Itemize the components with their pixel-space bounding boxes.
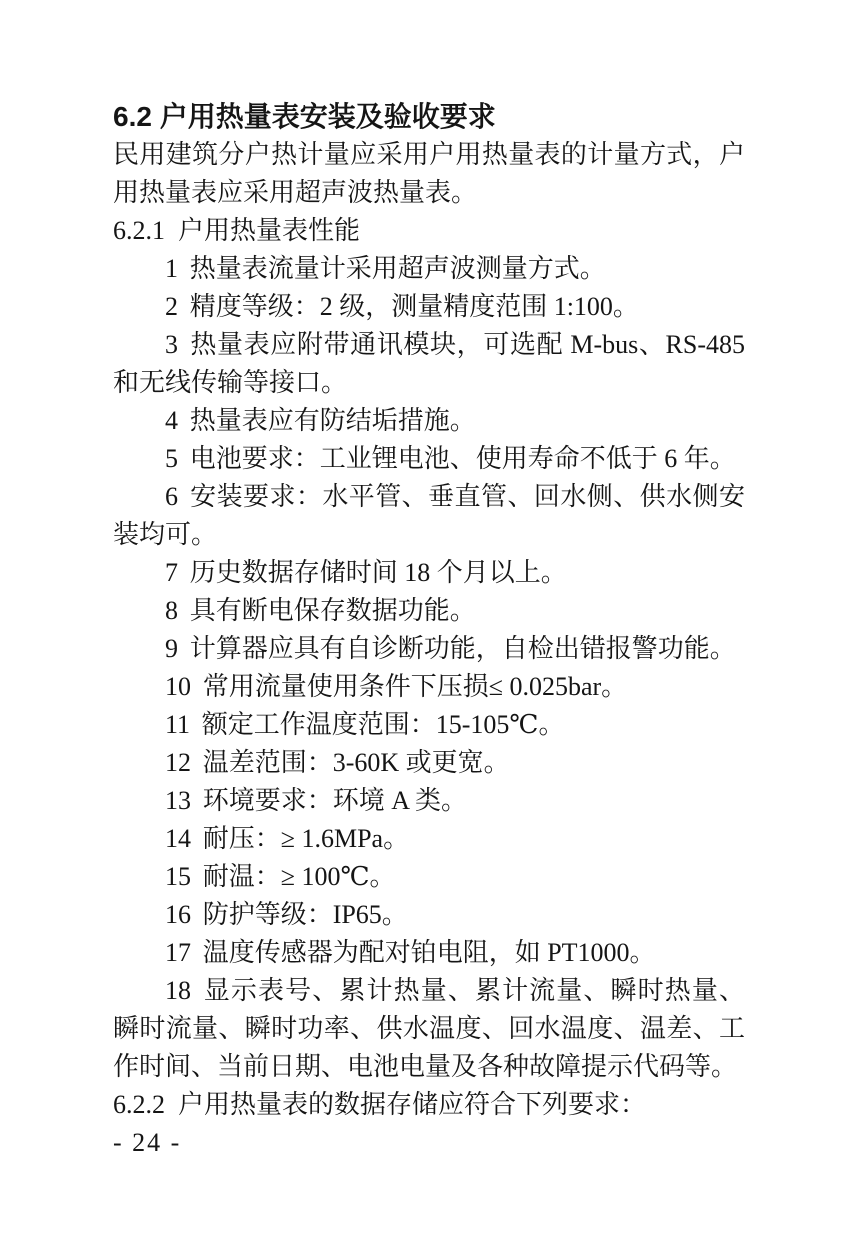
clause-number: 10 — [165, 672, 191, 701]
clause-text: 热量表应有防结垢措施。 — [189, 406, 476, 435]
clause-text: 温差范围：3-60K 或更宽。 — [202, 748, 510, 777]
clause-number: 14 — [165, 824, 191, 853]
clause-text: 显示表号、累计热量、累计流量、瞬时热量、瞬时流量、瞬时功率、供水温度、回水温度、温差、工作时间、当前日期、电池电量及各种故障提示代码等。 — [113, 976, 745, 1081]
clause-item — [113, 630, 745, 668]
clause-text: 计算器应具有自诊断功能，自检出错报警功能。 — [189, 634, 736, 663]
clause-number: 17 — [165, 938, 191, 967]
page-number: - 24 - — [113, 1128, 182, 1157]
subsection-title: 户用热量表的数据存储应符合下列要求： — [178, 1090, 647, 1119]
clause-text: 环境要求：环境 A 类。 — [202, 786, 468, 815]
clause-number: 4 — [165, 406, 178, 435]
clause-text: 精度等级：2 级，测量精度范围 1:100。 — [189, 292, 639, 321]
subsection-heading-621 — [113, 212, 745, 250]
clause-text: 防护等级：IP65。 — [202, 900, 408, 929]
clause-item — [113, 744, 745, 782]
clause-number: 3 — [165, 330, 178, 359]
clause-text: 耐温：≥ 100℃。 — [202, 862, 396, 891]
clause-text: 安装要求：水平管、垂直管、回水侧、供水侧安装均可。 — [113, 482, 745, 549]
clause-number: 8 — [165, 596, 178, 625]
subsection-number: 6.2.1 — [113, 216, 165, 245]
clause-number: 1 — [165, 254, 178, 283]
clause-item — [113, 478, 745, 554]
clause-number: 9 — [165, 634, 178, 663]
clause-text: 热量表应附带通讯模块，可选配 M-bus、RS-485和无线传输等接口。 — [113, 330, 745, 397]
clause-item — [113, 668, 745, 706]
clause-item — [113, 402, 745, 440]
clause-text: 额定工作温度范围：15-105℃。 — [201, 710, 565, 739]
clause-item — [113, 326, 745, 402]
clause-item — [113, 858, 745, 896]
clause-item — [113, 896, 745, 934]
clause-number: 7 — [165, 558, 178, 587]
clause-item — [113, 972, 745, 1086]
clause-text: 耐压：≥ 1.6MPa。 — [202, 824, 410, 853]
clause-text: 温度传感器为配对铂电阻，如 PT1000。 — [202, 938, 656, 967]
clause-number: 11 — [165, 710, 191, 739]
clause-item — [113, 782, 745, 820]
clause-text: 历史数据存储时间 18 个月以上。 — [189, 558, 567, 587]
clause-number: 18 — [165, 976, 191, 1005]
clause-number: 2 — [165, 292, 178, 321]
clause-text: 具有断电保存数据功能。 — [189, 596, 476, 625]
clause-item — [113, 820, 745, 858]
clause-item — [113, 934, 745, 972]
clause-number: 12 — [165, 748, 191, 777]
subsection-number: 6.2.2 — [113, 1090, 165, 1119]
clause-item — [113, 706, 745, 744]
clause-item — [113, 440, 745, 478]
clause-text: 常用流量使用条件下压损≤ 0.025bar。 — [202, 672, 628, 701]
subsection-title: 户用热量表性能 — [178, 216, 361, 245]
clause-item — [113, 592, 745, 630]
intro-paragraph: 民用建筑分户热计量应采用户用热量表的计量方式，户用热量表应采用超声波热量表。 — [113, 140, 745, 207]
clause-text: 电池要求：工业锂电池、使用寿命不低于 6 年。 — [189, 444, 736, 473]
clause-text: 热量表流量计采用超声波测量方式。 — [189, 254, 606, 283]
clause-number: 13 — [165, 786, 191, 815]
clause-item — [113, 554, 745, 592]
clause-number: 16 — [165, 900, 191, 929]
clause-item — [113, 288, 745, 326]
clause-item — [113, 250, 745, 288]
subsection-heading-622 — [113, 1086, 745, 1124]
section-heading: 6.2 户用热量表安装及验收要求 — [113, 101, 496, 132]
clause-number: 15 — [165, 862, 191, 891]
clause-number: 6 — [165, 482, 178, 511]
clause-number: 5 — [165, 444, 178, 473]
